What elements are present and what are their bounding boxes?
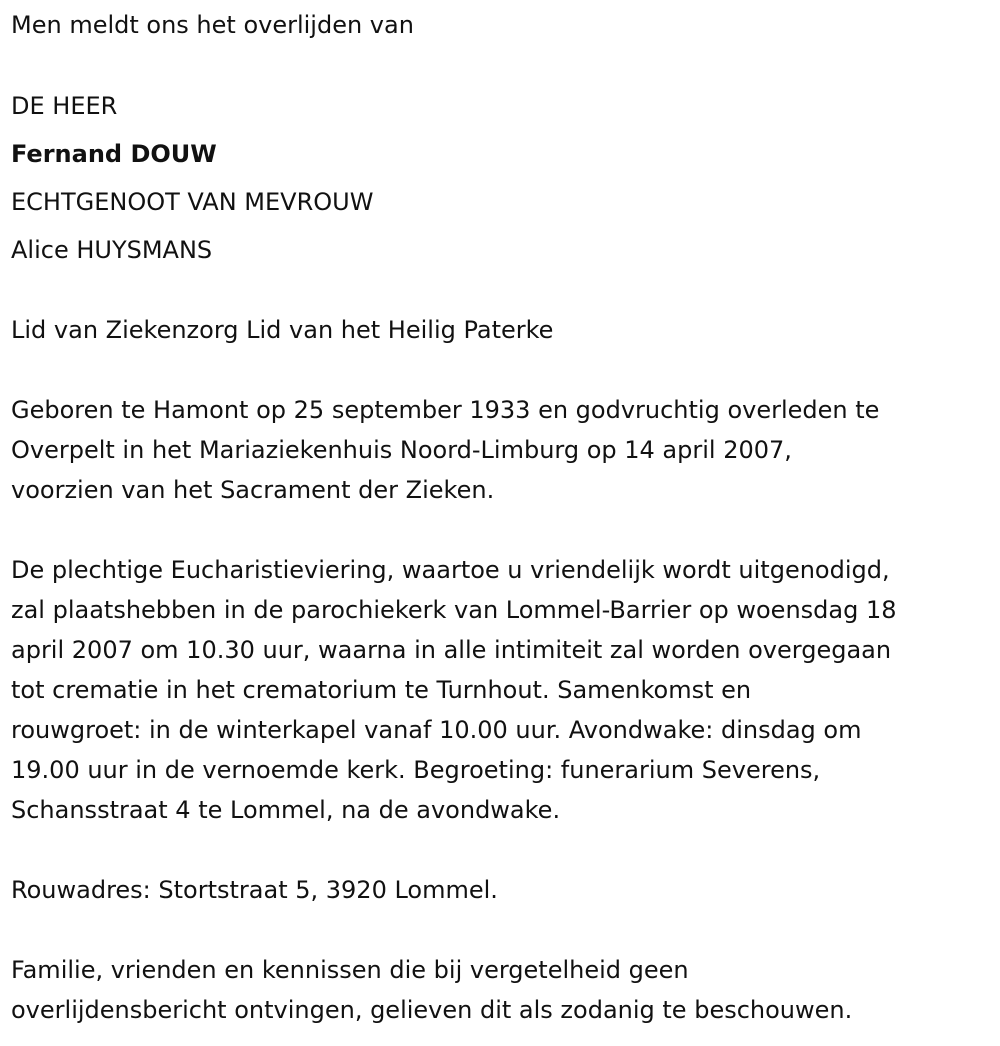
closing-paragraph bbox=[11, 950, 852, 1030]
deceased-name: Fernand DOUW bbox=[11, 140, 217, 168]
paragraph-line: voorzien van het Sacrament der Zieken. bbox=[11, 476, 495, 504]
paragraph-line: overlijdensbericht ontvingen, gelieven dit als zodanig te beschouwen. bbox=[11, 996, 853, 1024]
paragraph-line: Schansstraat 4 te Lommel, na de avondwake. bbox=[11, 796, 561, 824]
address-line: Rouwadres: Stortstraat 5, 3920 Lommel. bbox=[11, 876, 498, 904]
paragraph-line: zal plaatshebben in de parochiekerk van Lommel-Barrier op woensdag 18 bbox=[11, 596, 897, 624]
intro-line: Men meldt ons het overlijden van bbox=[11, 11, 414, 39]
paragraph-line: De plechtige Eucharistieviering, waartoe u vriendelijk wordt uitgenodigd, bbox=[11, 556, 890, 584]
paragraph-line: Overpelt in het Mariaziekenhuis Noord-Limburg op 14 april 2007, bbox=[11, 436, 792, 464]
spouse-name: Alice HUYSMANS bbox=[11, 236, 213, 264]
paragraph-line: Familie, vrienden en kennissen die bij vergetelheid geen bbox=[11, 956, 689, 984]
honorific-title: DE HEER bbox=[11, 92, 118, 120]
paragraph-line: Geboren te Hamont op 25 september 1933 en godvruchtig overleden te bbox=[11, 396, 880, 424]
memberships-line: Lid van Ziekenzorg Lid van het Heilig Paterke bbox=[11, 316, 554, 344]
ceremony-paragraph bbox=[11, 550, 897, 830]
paragraph-line: 19.00 uur in de vernoemde kerk. Begroeting: funerarium Severens, bbox=[11, 756, 821, 784]
paragraph-line: april 2007 om 10.30 uur, waarna in alle intimiteit zal worden overgegaan bbox=[11, 636, 892, 664]
spouse-label: ECHTGENOOT VAN MEVROUW bbox=[11, 188, 374, 216]
paragraph-line: tot crematie in het crematorium te Turnhout. Samenkomst en bbox=[11, 676, 752, 704]
birth-death-paragraph bbox=[11, 390, 879, 510]
paragraph-line: rouwgroet: in de winterkapel vanaf 10.00 uur. Avondwake: dinsdag om bbox=[11, 716, 862, 744]
